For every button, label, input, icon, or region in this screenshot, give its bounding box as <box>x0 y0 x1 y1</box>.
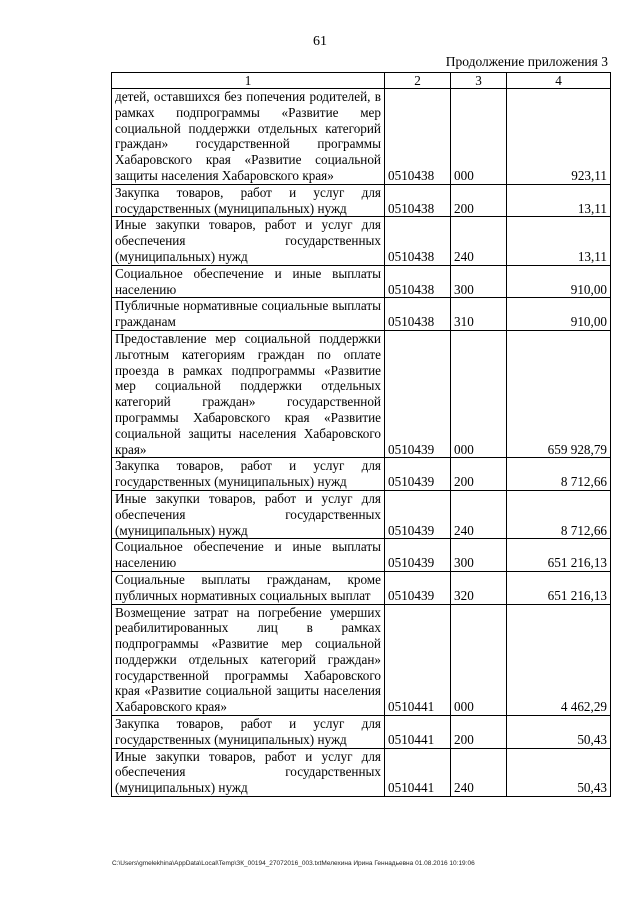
row-code-cell: 0510439 <box>385 458 451 491</box>
table-row <box>112 217 611 265</box>
row-amount-cell: 4 462,29 <box>507 604 611 716</box>
row-vr-cell: 000 <box>451 89 507 185</box>
row-name-cell: Иные закупки товаров, работ и услуг для обеспечения государственных (муниципальных) нужд <box>112 490 385 538</box>
header-col-1: 1 <box>112 73 385 89</box>
row-code-cell: 0510439 <box>385 330 451 457</box>
row-name-cell: Социальное обеспечение и иные выплаты населению <box>112 539 385 572</box>
row-amount-cell: 13,11 <box>507 184 611 217</box>
row-vr-cell: 310 <box>451 298 507 331</box>
row-name-cell: Иные закупки товаров, работ и услуг для обеспечения государственных (муниципальных) нужд <box>112 217 385 265</box>
table-row <box>112 265 611 298</box>
row-name-cell: Публичные нормативные социальные выплаты гражданам <box>112 298 385 331</box>
row-amount-cell: 651 216,13 <box>507 539 611 572</box>
row-code-cell: 0510439 <box>385 490 451 538</box>
row-amount-cell: 923,11 <box>507 89 611 185</box>
row-code-cell: 0510438 <box>385 298 451 331</box>
table-row <box>112 184 611 217</box>
table-row <box>112 89 611 185</box>
table-row <box>112 330 611 457</box>
row-amount-cell: 13,11 <box>507 217 611 265</box>
row-amount-cell: 910,00 <box>507 298 611 331</box>
table-row <box>112 490 611 538</box>
header-col-3: 3 <box>451 73 507 89</box>
row-name-cell: Возмещение затрат на погребение умерших реабилитированных лиц в рамках подпрограммы «Развитие мер социальной поддержки отдельных категорий граждан» государственной программы Хабаровского края «Развитие социальной защиты населения Хабаровского края» <box>112 604 385 716</box>
row-name-cell: Закупка товаров, работ и услуг для государственных (муниципальных) нужд <box>112 716 385 749</box>
row-name-cell: Социальные выплаты гражданам, кроме публичных нормативных социальных выплат <box>112 571 385 604</box>
row-code-cell: 0510439 <box>385 539 451 572</box>
page-number: 61 <box>313 34 327 49</box>
row-vr-cell: 200 <box>451 458 507 491</box>
row-vr-cell: 320 <box>451 571 507 604</box>
table-row <box>112 604 611 716</box>
row-code-cell: 0510438 <box>385 89 451 185</box>
header-col-2: 2 <box>385 73 451 89</box>
budget-table <box>111 72 611 797</box>
row-vr-cell: 000 <box>451 330 507 457</box>
footer-path: C:\Users\gmelekhina\AppData\Local\Temp\ЗК_00194_27072016_003.txtМелехина Ирина Геннадьевна 01.08.2016 10:19:06 <box>112 860 475 867</box>
row-vr-cell: 300 <box>451 265 507 298</box>
table-row <box>112 571 611 604</box>
row-amount-cell: 659 928,79 <box>507 330 611 457</box>
row-name-cell: Иные закупки товаров, работ и услуг для обеспечения государственных (муниципальных) нужд <box>112 748 385 796</box>
table-row <box>112 458 611 491</box>
row-amount-cell: 50,43 <box>507 748 611 796</box>
table-body <box>112 89 611 797</box>
row-name-cell: Социальное обеспечение и иные выплаты населению <box>112 265 385 298</box>
header-col-4: 4 <box>507 73 611 89</box>
table-row <box>112 716 611 749</box>
row-code-cell: 0510441 <box>385 748 451 796</box>
table-row <box>112 539 611 572</box>
table-row <box>112 748 611 796</box>
row-vr-cell: 240 <box>451 748 507 796</box>
continuation-label: Продолжение приложения 3 <box>445 54 608 69</box>
row-code-cell: 0510441 <box>385 716 451 749</box>
row-amount-cell: 50,43 <box>507 716 611 749</box>
row-name-cell: Закупка товаров, работ и услуг для государственных (муниципальных) нужд <box>112 458 385 491</box>
row-code-cell: 0510438 <box>385 217 451 265</box>
row-vr-cell: 000 <box>451 604 507 716</box>
row-vr-cell: 300 <box>451 539 507 572</box>
row-name-cell: Предоставление мер социальной поддержки льготным категориям граждан по оплате проезда в рамках подпрограммы «Развитие мер социальной поддержки отдельных категорий граждан» государственной программы Хабаровского края «Развитие социальной защиты населения Хабаровского края» <box>112 330 385 457</box>
row-code-cell: 0510439 <box>385 571 451 604</box>
row-vr-cell: 200 <box>451 184 507 217</box>
row-amount-cell: 910,00 <box>507 265 611 298</box>
row-code-cell: 0510438 <box>385 184 451 217</box>
row-amount-cell: 651 216,13 <box>507 571 611 604</box>
row-amount-cell: 8 712,66 <box>507 458 611 491</box>
header-row <box>112 73 611 89</box>
row-vr-cell: 240 <box>451 217 507 265</box>
row-vr-cell: 200 <box>451 716 507 749</box>
row-code-cell: 0510438 <box>385 265 451 298</box>
row-name-cell: детей, оставшихся без попечения родителей, в рамках подпрограммы «Развитие мер социальной поддержки отдельных категорий граждан» государственной программы Хабаровского края «Развитие социальной защиты населения Хабаровского края» <box>112 89 385 185</box>
row-code-cell: 0510441 <box>385 604 451 716</box>
row-name-cell: Закупка товаров, работ и услуг для государственных (муниципальных) нужд <box>112 184 385 217</box>
row-amount-cell: 8 712,66 <box>507 490 611 538</box>
row-vr-cell: 240 <box>451 490 507 538</box>
table-row <box>112 298 611 331</box>
